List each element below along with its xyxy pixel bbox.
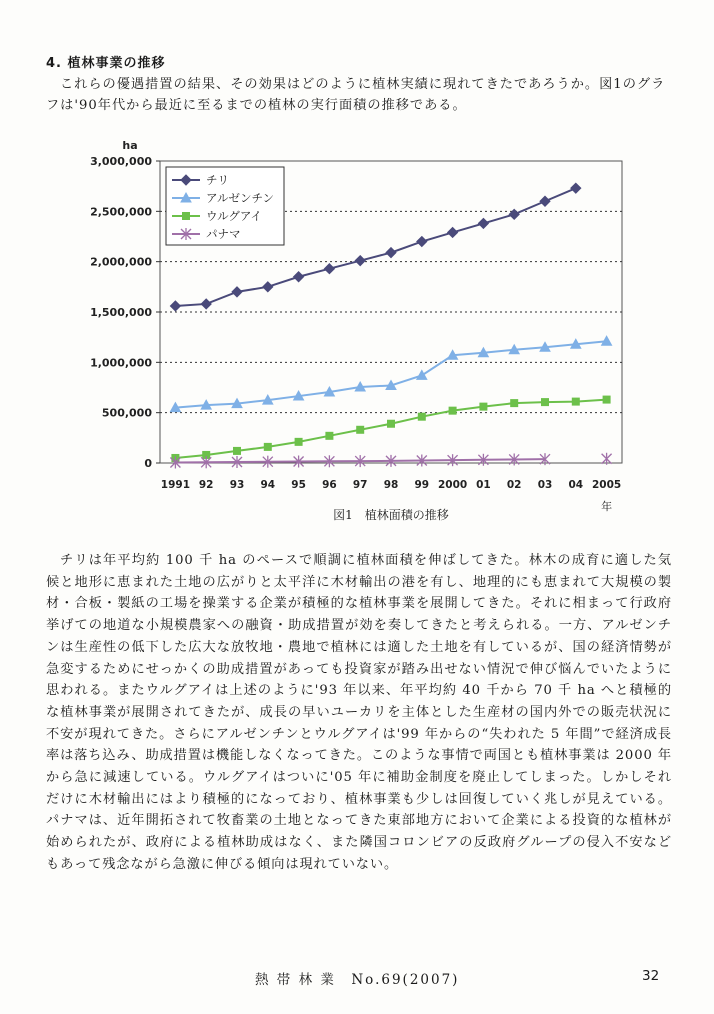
x-tick-label: 1991 bbox=[160, 479, 191, 491]
y-tick-label: 3,000,000 bbox=[90, 155, 152, 168]
data-point-2 bbox=[510, 399, 518, 407]
data-point-1 bbox=[417, 370, 427, 379]
data-point-0 bbox=[448, 227, 458, 237]
y-tick-label: 1,000,000 bbox=[90, 356, 152, 370]
data-point-0 bbox=[355, 256, 365, 266]
data-point-2 bbox=[356, 426, 364, 434]
body-paragraph: チリは年平均約 100 千 ha のペースで順調に植林面積を伸ばしてきた。林木の成育に適した気候と地形に恵まれた土地の広がりと太平洋に木材輸出の港を有し、地理的にも恵まれて大規模の製材・合板・製紙の工場を操業する企業が積極的な植林事業を展開してきた。それに相まって行政府挙げての地道な小規模農家への融資・助成措置が効を奏してきたと考えられる。一方、アルゼンチンは生産性の低下した広大な放牧地・農地で植林には適した土地を有しているが、国の経済情勢が急変するためにせっかくの助成措置があっても投資家が踏み出せない情況で伸び悩んでいたように思われる。またウルグアイは上述のように'93 年以来、年平均約 40 千から 70 千 ha へと積極的な植林事業が展開されてきたが、成長の早いユーカリを主体とした生産材の国内外での販売状況に不安が現れてきた。さらにアルゼンチンとウルグアイは'99 年からの“失われた 5 年間”で経済成長率は落ち込み、助成措置は機能しなくなってきた。このような事情で両国とも植林事業は 2000 年から急に減速している。ウルグアイはついに'05 年に補助金制度を廃止してしまった。しかしそれだけに木材輸出にはより積極的になっており、植林事業も少しは回復していく兆しが見えている。パナマは、近年開拓されて牧畜業の土地となってきた東部地方において企業による投資的な植林が始められたが、政府による植林助成はなく、また隣国コロンビアの反政府グループの侵入不安などもあって残念ながら急激に伸びる傾向は現れていない。 bbox=[46, 553, 672, 872]
data-point-2 bbox=[264, 443, 272, 451]
x-tick-label: 94 bbox=[260, 479, 276, 491]
y-tick-label: 1,500,000 bbox=[90, 306, 152, 319]
data-point-2 bbox=[479, 403, 487, 411]
x-axis-unit: 年 bbox=[601, 500, 613, 513]
data-point-2 bbox=[418, 413, 426, 421]
data-point-0 bbox=[170, 301, 180, 311]
figure-caption: 図1 植林面積の推移 bbox=[333, 508, 449, 522]
data-point-2 bbox=[387, 420, 395, 428]
data-point-0 bbox=[386, 248, 396, 258]
x-tick-label: 98 bbox=[383, 479, 399, 491]
data-point-2 bbox=[295, 438, 303, 446]
legend-marker bbox=[182, 212, 190, 220]
x-tick-label: 97 bbox=[352, 479, 368, 491]
data-point-0 bbox=[294, 272, 304, 282]
x-tick-label: 2000 bbox=[437, 479, 468, 491]
data-point-0 bbox=[201, 299, 211, 309]
x-tick-label: 96 bbox=[322, 479, 337, 491]
y-tick-label: 2,500,000 bbox=[90, 205, 152, 219]
data-point-2 bbox=[572, 398, 580, 406]
data-point-2 bbox=[603, 396, 611, 404]
x-tick-label: 03 bbox=[537, 479, 553, 491]
x-tick-label: 2005 bbox=[591, 479, 622, 491]
data-point-0 bbox=[263, 282, 273, 292]
y-axis-unit: ha bbox=[122, 139, 138, 152]
data-point-0 bbox=[571, 183, 581, 193]
legend-label: アルゼンチン bbox=[206, 191, 274, 205]
data-point-0 bbox=[478, 218, 488, 228]
x-tick-label: 04 bbox=[568, 479, 584, 491]
data-point-3 bbox=[602, 453, 612, 465]
y-tick-label: 0 bbox=[144, 457, 152, 470]
section-heading: 4. 植林事業の推移 bbox=[46, 56, 166, 71]
x-tick-label: 93 bbox=[229, 479, 245, 491]
x-tick-label: 99 bbox=[414, 479, 430, 491]
data-point-0 bbox=[540, 196, 550, 206]
data-point-0 bbox=[232, 287, 242, 297]
data-point-0 bbox=[324, 264, 334, 274]
page-number: 32 bbox=[642, 968, 660, 984]
y-tick-label: 2,000,000 bbox=[90, 255, 152, 269]
intro-text: これらの優遇措置の結果、その効果はどのように植林実績に現れてきたであろうか。図1のグラフは'90年代から最近に至るまでの植林の実行面積の推移である。 bbox=[46, 77, 666, 113]
journal-footer: 熱 帯 林 業 No.69(2007) bbox=[255, 972, 460, 988]
data-point-2 bbox=[325, 432, 333, 440]
data-point-2 bbox=[449, 407, 457, 415]
x-tick-label: 02 bbox=[506, 479, 522, 491]
legend-label: ウルグアイ bbox=[206, 209, 262, 223]
data-point-2 bbox=[541, 398, 549, 406]
data-point-0 bbox=[417, 237, 427, 247]
legend-label: パナマ bbox=[206, 227, 241, 241]
body-text bbox=[46, 550, 672, 876]
data-point-2 bbox=[233, 447, 241, 455]
x-tick-label: 95 bbox=[291, 479, 306, 491]
x-tick-label: 92 bbox=[198, 479, 214, 491]
x-tick-label: 01 bbox=[476, 479, 491, 491]
y-tick-label: 500,000 bbox=[101, 406, 152, 420]
legend-label: チリ bbox=[206, 173, 229, 187]
